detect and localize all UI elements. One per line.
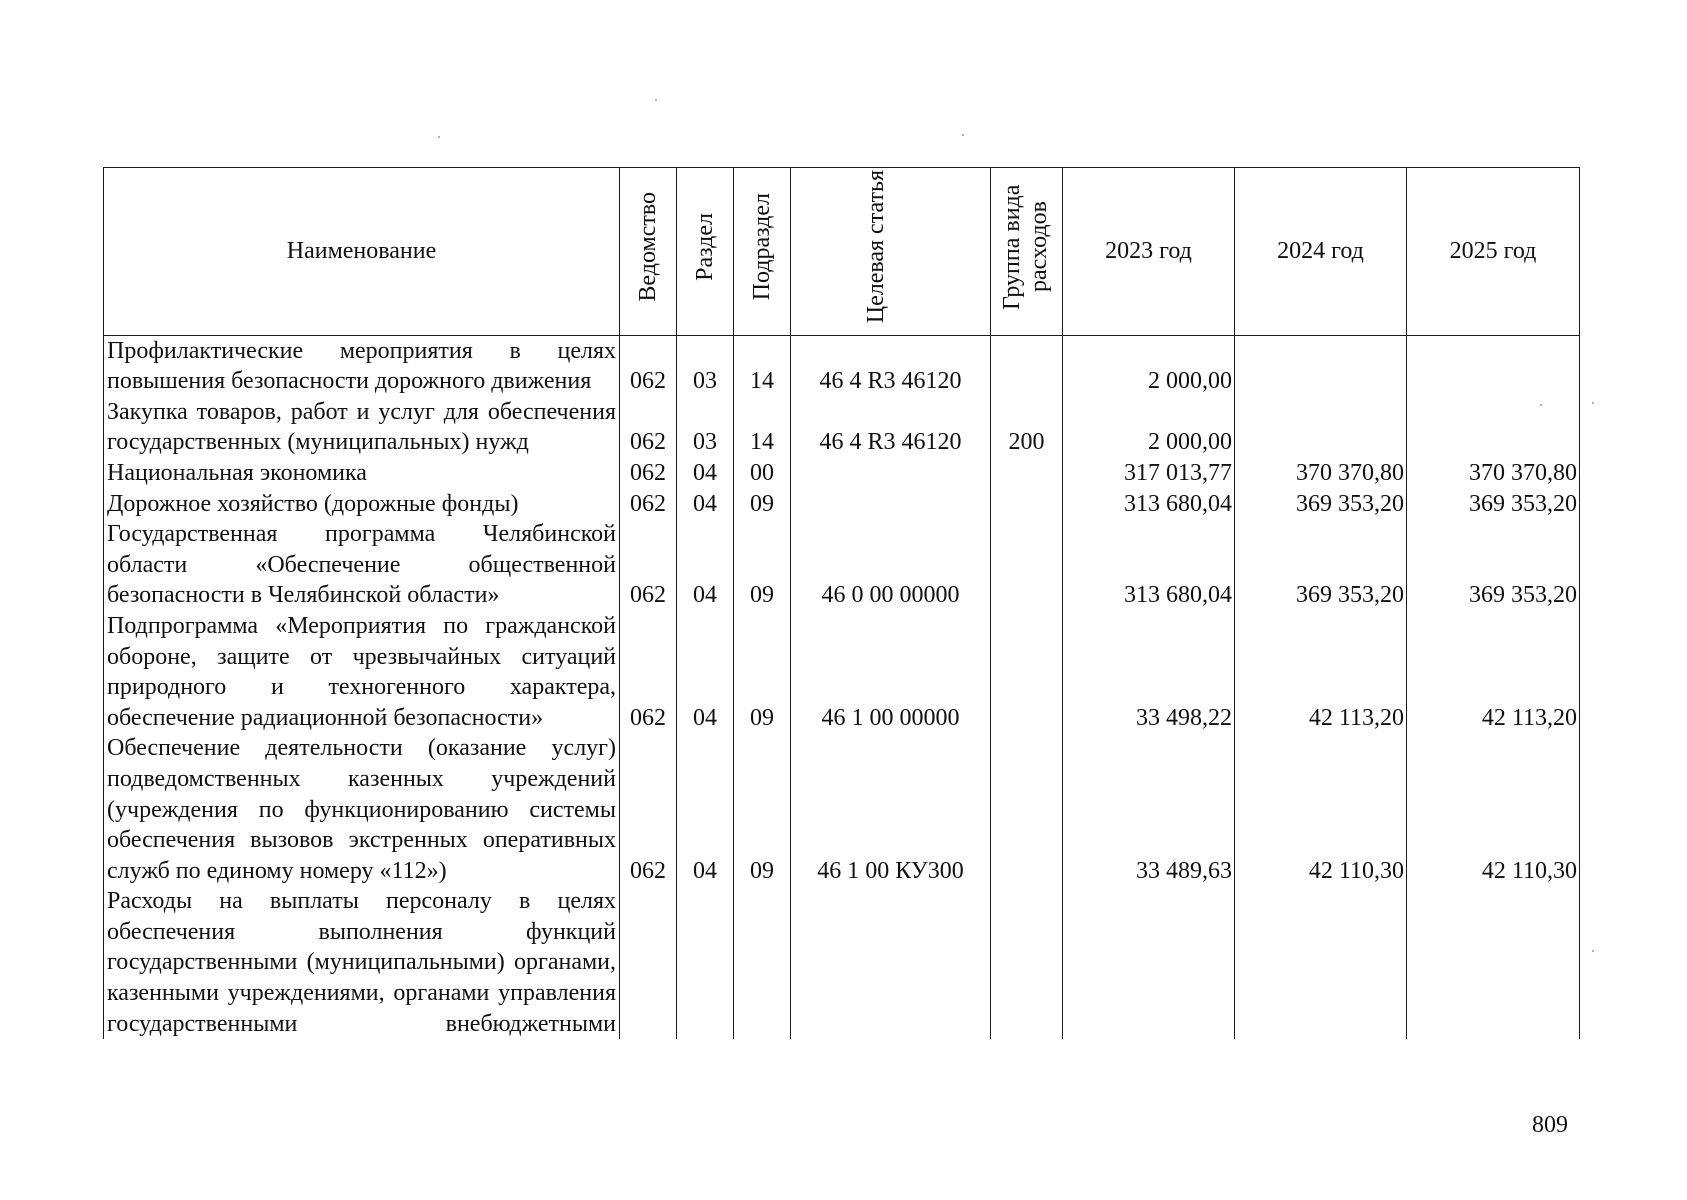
row-year-2024 (1235, 335, 1407, 397)
row-year-2025: 369 353,20 (1407, 489, 1580, 520)
page-number: 809 (1532, 1112, 1568, 1138)
table-row (104, 733, 1580, 886)
row-subsection: 14 (734, 397, 791, 458)
row-subsection: 09 (734, 489, 791, 520)
table-body (104, 335, 1580, 1039)
row-year-2023: 2 000,00 (1063, 335, 1235, 397)
row-subsection (734, 886, 791, 1039)
row-year-2025: 42 113,20 (1407, 611, 1580, 733)
row-year-2025: 369 353,20 (1407, 519, 1580, 611)
scan-speck (1592, 402, 1594, 404)
row-year-2024 (1235, 886, 1407, 1039)
row-year-2025 (1407, 886, 1580, 1039)
row-expense-group: 200 (991, 397, 1063, 458)
row-department: 062 (620, 519, 677, 611)
row-section: 04 (677, 489, 734, 520)
row-target-article: 46 4 R3 46120 (791, 335, 991, 397)
row-department: 062 (620, 489, 677, 520)
row-target-article (791, 886, 991, 1039)
row-department: 062 (620, 335, 677, 397)
row-name: Расходы на выплаты персоналу в целях обеспечения выполнения функций государственными (муниципальными) органами, казенными учреждениями, органами управления государственными внебюджетными (104, 886, 620, 1039)
table-row (104, 489, 1580, 520)
row-section: 04 (677, 519, 734, 611)
row-section: 03 (677, 335, 734, 397)
row-year-2024: 370 370,80 (1235, 458, 1407, 489)
header-section: Раздел (677, 168, 734, 336)
row-year-2024: 42 113,20 (1235, 611, 1407, 733)
table-row (104, 397, 1580, 458)
row-expense-group (991, 611, 1063, 733)
row-year-2023 (1063, 886, 1235, 1039)
row-subsection: 14 (734, 335, 791, 397)
row-name: Обеспечение деятельности (оказание услуг) подведомственных казенных учреждений (учреждения по функционированию системы обеспечения вызовов экстренных оперативных служб по единому номеру «112») (104, 733, 620, 886)
row-year-2023: 33 498,22 (1063, 611, 1235, 733)
row-department: 062 (620, 458, 677, 489)
header-name: Наименование (104, 168, 620, 336)
row-year-2025: 42 110,30 (1407, 733, 1580, 886)
row-target-article: 46 1 00 КУ300 (791, 733, 991, 886)
row-section: 04 (677, 458, 734, 489)
row-department (620, 886, 677, 1039)
row-year-2024: 42 110,30 (1235, 733, 1407, 886)
row-year-2024: 369 353,20 (1235, 519, 1407, 611)
table-row (104, 519, 1580, 611)
row-expense-group (991, 886, 1063, 1039)
header-expense-group: Группа вида расходов (991, 168, 1063, 336)
row-expense-group (991, 489, 1063, 520)
table-row (104, 611, 1580, 733)
row-expense-group (991, 458, 1063, 489)
row-department: 062 (620, 733, 677, 886)
row-section (677, 886, 734, 1039)
row-section: 04 (677, 611, 734, 733)
header-year-2025: 2025 год (1407, 168, 1580, 336)
row-target-article (791, 489, 991, 520)
row-target-article (791, 458, 991, 489)
row-year-2025: 370 370,80 (1407, 458, 1580, 489)
header-year-2024: 2024 год (1235, 168, 1407, 336)
row-year-2023: 33 489,63 (1063, 733, 1235, 886)
scan-speck (1540, 404, 1542, 406)
table-row (104, 335, 1580, 397)
scan-speck (655, 99, 657, 101)
row-year-2025 (1407, 335, 1580, 397)
header-year-2023: 2023 год (1063, 168, 1235, 336)
row-name: Дорожное хозяйство (дорожные фонды) (104, 489, 620, 520)
row-subsection: 09 (734, 733, 791, 886)
scan-speck (962, 134, 964, 136)
row-expense-group (991, 335, 1063, 397)
row-name: Подпрограмма «Мероприятия по гражданской обороне, защите от чрезвычайных ситуаций природного и техногенного характера, обеспечение радиационной безопасности» (104, 611, 620, 733)
row-year-2024 (1235, 397, 1407, 458)
row-name: Государственная программа Челябинской области «Обеспечение общественной безопасности в Челябинской области» (104, 519, 620, 611)
row-subsection: 00 (734, 458, 791, 489)
row-year-2023: 2 000,00 (1063, 397, 1235, 458)
row-department: 062 (620, 611, 677, 733)
row-subsection: 09 (734, 519, 791, 611)
budget-table (103, 167, 1580, 1039)
row-section: 04 (677, 733, 734, 886)
row-name: Закупка товаров, работ и услуг для обеспечения государственных (муниципальных) нужд (104, 397, 620, 458)
row-expense-group (991, 733, 1063, 886)
row-section: 03 (677, 397, 734, 458)
table-row (104, 458, 1580, 489)
row-name: Профилактические мероприятия в целях повышения безопасности дорожного движения (104, 335, 620, 397)
row-target-article: 46 4 R3 46120 (791, 397, 991, 458)
scan-speck (1592, 950, 1594, 952)
table-row (104, 886, 1580, 1039)
row-year-2023: 313 680,04 (1063, 489, 1235, 520)
row-year-2024: 369 353,20 (1235, 489, 1407, 520)
row-expense-group (991, 519, 1063, 611)
header-target-article: Целевая статья (791, 168, 991, 336)
row-year-2023: 313 680,04 (1063, 519, 1235, 611)
row-year-2023: 317 013,77 (1063, 458, 1235, 489)
row-department: 062 (620, 397, 677, 458)
row-target-article: 46 1 00 00000 (791, 611, 991, 733)
row-target-article: 46 0 00 00000 (791, 519, 991, 611)
row-name: Национальная экономика (104, 458, 620, 489)
row-year-2025 (1407, 397, 1580, 458)
row-subsection: 09 (734, 611, 791, 733)
scan-speck (438, 136, 440, 138)
header-department: Ведомство (620, 168, 677, 336)
header-subsection: Подраздел (734, 168, 791, 336)
table-header (104, 168, 1580, 336)
